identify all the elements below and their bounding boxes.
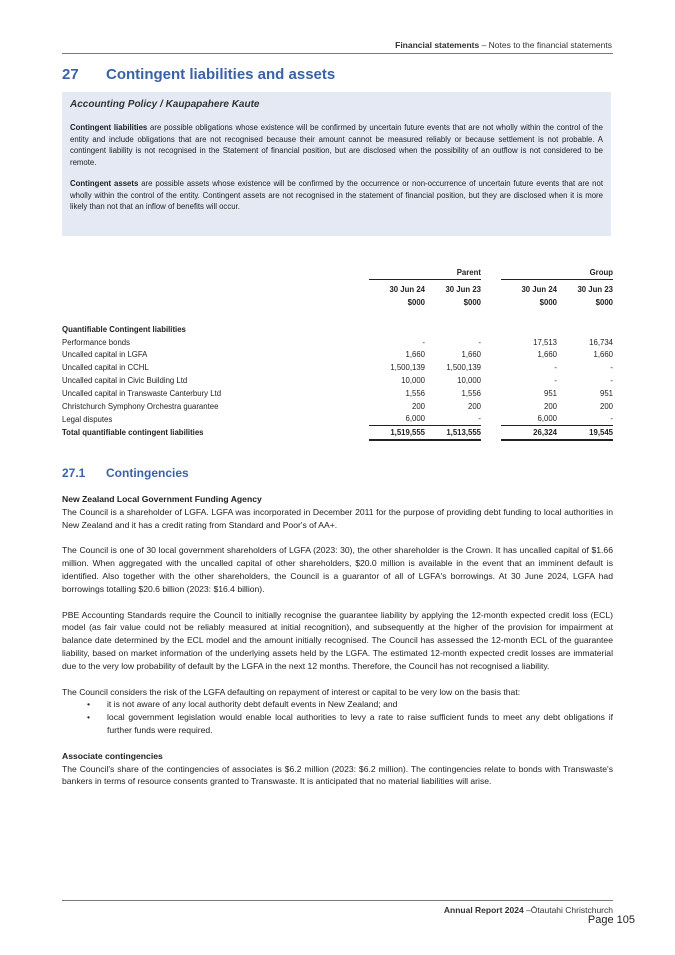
table-row — [62, 348, 613, 361]
row-value: 1,660 — [405, 350, 425, 360]
lgfa-paragraph: The Council is one of 30 local government shareholders of LGFA (2023: 30), the other shareholder is the Crown. It has uncalled capital of $1.66 million. When aggregated with the uncalled capital of other shareholders, $20.0 million is available in the event that an imminent default is identified. Also together with the other shareholders, the Council is a guarantor of all of LGFA's borrowings. At 30 June 2024, LGFA had borrowings totalling $20.6 billion (2023: $16.4 billion). — [62, 545, 613, 594]
table-row — [62, 412, 613, 425]
col-unit: $000 — [595, 297, 613, 307]
lgfa-paragraph: PBE Accounting Standards require the Council to initially recognise the guarantee liability by applying the 12-month expected credit loss (ECL) model (as fair value could not be reliably measured at initial recognition), and subsequently at the higher of the provision for impairment at balance date determined by the ECL model and the amount initially recognised. The Council has assessed the 12-month ECL of the guarantee liability, based on market information of the underlying assets held by the LGFA. The estimated 12-month expected credit losses are immaterial due to the very low probability of default by the LGFA in the next 12 months. Therefore, the Council has not recognised a liability. — [62, 609, 613, 671]
section-number: 27 — [62, 66, 79, 83]
group-header-parent: Parent — [369, 266, 481, 279]
row-value: 1,500,139 — [446, 363, 481, 373]
row-value: 17,513 — [533, 337, 557, 347]
row-value: 1,500,139 — [390, 363, 425, 373]
policy-term-liabilities: Contingent liabilities — [70, 123, 148, 132]
lgfa-heading: New Zealand Local Government Funding Agency — [62, 494, 262, 504]
footer-city: –Ōtautahi Christchurch — [523, 905, 613, 915]
row-label: Uncalled capital in Transwaste Canterbury Ltd — [62, 388, 222, 398]
row-value: 1,660 — [593, 350, 613, 360]
table-row — [62, 361, 613, 374]
total-value: 26,324 — [501, 426, 557, 440]
table-section-label: Quantifiable Contingent liabilities — [62, 324, 186, 334]
col-header: 30 Jun 23 — [577, 285, 613, 295]
col-header: 30 Jun 24 — [389, 285, 425, 295]
row-value: - — [478, 337, 481, 347]
row-label: Uncalled capital in CCHL — [62, 363, 149, 373]
row-value: - — [478, 414, 481, 424]
table-total-row — [62, 426, 613, 440]
col-unit: $000 — [463, 297, 481, 307]
policy-title: Accounting Policy / Kaupapahere Kaute — [70, 99, 260, 110]
subsection-heading — [62, 466, 189, 480]
policy-contingent-assets — [70, 178, 603, 213]
row-value: 1,660 — [461, 350, 481, 360]
row-label: Uncalled capital in LGFA — [62, 350, 148, 360]
associate-heading: Associate contingencies — [62, 750, 163, 761]
contingencies-body — [62, 493, 613, 801]
accounting-policy-box — [62, 92, 611, 236]
lgfa-paragraph: The Council considers the risk of the LGFA defaulting on repayment of interest or capital to be very low on the basis that: — [62, 686, 521, 697]
row-value: 6,000 — [405, 414, 425, 424]
col-unit: $000 — [539, 297, 557, 307]
running-header — [395, 40, 612, 50]
table-unit-header-row — [62, 296, 613, 309]
header-rule — [62, 53, 613, 54]
table-row — [62, 374, 613, 387]
page-number: Page 105 — [587, 914, 635, 926]
total-label: Total quantifiable contingent liabilities — [62, 428, 204, 438]
contingent-liabilities-table — [62, 266, 613, 441]
row-label: Legal disputes — [62, 414, 113, 424]
bullet-icon: • — [87, 712, 91, 723]
table-row — [62, 400, 613, 413]
row-value: - — [610, 363, 613, 373]
row-value: 200 — [599, 401, 613, 411]
row-value: - — [554, 375, 557, 385]
row-value: 1,556 — [461, 388, 481, 398]
row-value: - — [610, 414, 613, 424]
list-item-text: it is not aware of any local authority debt default events in New Zealand; and — [107, 699, 398, 710]
subsection-number: 27.1 — [62, 466, 86, 480]
row-value: 6,000 — [537, 414, 557, 424]
row-value: 1,660 — [537, 350, 557, 360]
policy-term-assets: Contingent assets — [70, 179, 139, 188]
row-value: 200 — [543, 401, 557, 411]
footer-rule — [62, 900, 613, 901]
list-item — [87, 711, 613, 737]
table-row — [62, 336, 613, 349]
section-heading — [62, 66, 335, 83]
row-value: 10,000 — [457, 375, 481, 385]
row-value: - — [422, 337, 425, 347]
row-label: Performance bonds — [62, 337, 131, 347]
row-value: 200 — [411, 401, 425, 411]
row-value: 951 — [543, 388, 557, 398]
list-item — [87, 698, 613, 711]
lgfa-paragraph: The Council is a shareholder of LGFA. LGFA was incorporated in December 2011 for the purpose of providing debt funding to local authorities in New Zealand and it has a credit rating from Standard and Poor's of AA+. — [62, 506, 613, 530]
header-section: Financial statements — [395, 40, 480, 50]
bullet-icon: • — [87, 699, 91, 710]
total-value: 1,519,555 — [369, 426, 425, 440]
list-item-text: local government legislation would enable local authorities to levy a rate to raise sufficient funds to meet any debt obligations if further funds were required. — [107, 712, 613, 735]
row-value: 16,734 — [589, 337, 613, 347]
total-value: 19,545 — [557, 426, 613, 440]
col-header: 30 Jun 24 — [521, 285, 557, 295]
total-value: 1,513,555 — [425, 426, 481, 440]
row-label: Uncalled capital in Civic Building Ltd — [62, 375, 188, 385]
row-value: 10,000 — [401, 375, 425, 385]
table-section-row — [62, 323, 613, 336]
policy-contingent-liabilities — [70, 122, 603, 168]
header-subsection: – Notes to the financial statements — [479, 40, 612, 50]
section-title: Contingent liabilities and assets — [106, 66, 336, 83]
footer-report: Annual Report 2024 — [443, 905, 524, 915]
col-unit: $000 — [407, 297, 425, 307]
policy-text-liabilities: are possible obligations whose existence will be confirmed by uncertain future events that are not wholly within the control of the entity and include obligations that are not recognised because their amount cannot be measured reliably or because settlement is not probable. A contingent liability is not recognised in the Statement of financial position, but are disclosed when the possibility of an outflow is not considered to be remote. — [70, 123, 603, 167]
policy-text-assets: are possible assets whose existence will be confirmed by the occurrence or non-occurrence of uncertain future events that are not wholly within the control of the entity. Contingent assets are not recognised in the statement of financial position, but they are disclosed when it is more likely than not that an inflow of benefits will occur. — [70, 179, 603, 211]
lgfa-bullet-list — [62, 698, 613, 736]
subsection-title: Contingencies — [106, 466, 189, 480]
table-row — [62, 387, 613, 400]
row-label: Christchurch Symphony Orchestra guarantee — [62, 401, 219, 411]
table-group-header-row — [62, 266, 613, 279]
associate-paragraph: The Council's share of the contingencies of associates is $6.2 million (2023: $6.2 million). The contingencies relate to bonds with Transwaste's bankers in terms of resource consents granted to Transwaste. It is anticipated that no material liabilities will arise. — [62, 763, 613, 787]
table-date-header-row — [62, 283, 613, 296]
row-value: - — [554, 363, 557, 373]
row-value: 1,556 — [405, 388, 425, 398]
row-value: 200 — [467, 401, 481, 411]
group-header-group: Group — [501, 266, 613, 279]
row-value: 951 — [599, 388, 613, 398]
col-header: 30 Jun 23 — [445, 285, 481, 295]
row-value: - — [610, 375, 613, 385]
